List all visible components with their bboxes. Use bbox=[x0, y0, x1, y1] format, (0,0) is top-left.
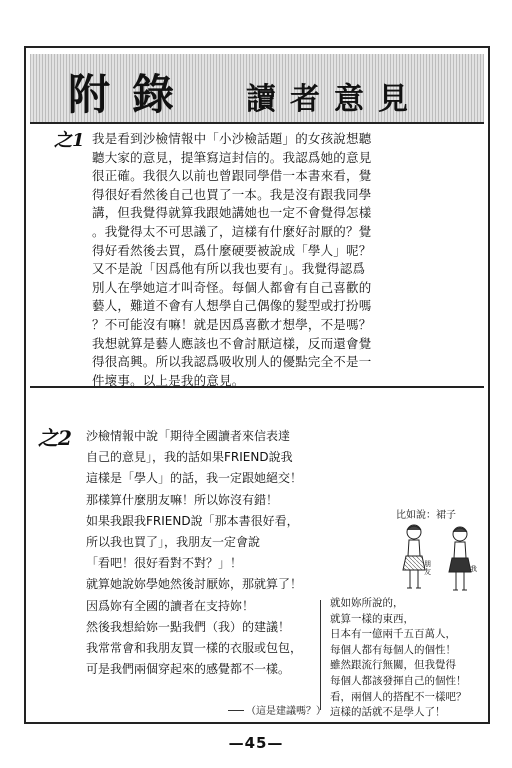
me-figure bbox=[449, 527, 471, 590]
letter-line: 別人在學她這才叫奇怪。每個人都會有自己喜歡的 bbox=[92, 279, 372, 295]
letter-line: 講，但我覺得就算我跟她講她也一定不會覺得怎樣 bbox=[92, 205, 372, 221]
example-caption: 比如說：裙子 bbox=[396, 510, 456, 521]
aside-line: 這樣的話就不是學人了！ bbox=[330, 706, 446, 719]
letter-line: 我是看到沙檢情報中「小沙檢話題」的女孩說想聽 bbox=[92, 131, 372, 146]
friend-figure bbox=[403, 525, 425, 588]
letter-1-body bbox=[92, 130, 464, 390]
friend-label: 朋友 bbox=[424, 560, 431, 576]
aside-line: 雖然跟流行無關，但我覺得 bbox=[330, 659, 456, 672]
letter-line: 這樣是「學人」的話，我一定跟她絕交！ bbox=[86, 471, 303, 486]
letter-line: 藝人，難道不會有人想學自己偶像的髮型或打扮嗎 bbox=[92, 298, 372, 314]
letter-line: ？不可能沒有嘛！就是因爲喜歡才想學，不是嗎？ bbox=[92, 316, 372, 332]
section-divider bbox=[30, 386, 484, 388]
appendix-title: 附錄 bbox=[68, 70, 197, 119]
letter-line: 如果我跟我FRIEND說「那本書很好看， bbox=[86, 513, 299, 528]
letter-line: 得很好看然後自己也買了一本。我是沒有跟我同學 bbox=[92, 186, 372, 202]
letter-2-body bbox=[86, 426, 302, 680]
aside-line: 日本有一億兩千五百萬人， bbox=[330, 628, 456, 641]
letter-line: 又不是說「因爲他有所以我也要有」。我覺得認爲 bbox=[92, 261, 366, 277]
aside-line: 看，兩個人的搭配不一樣吧？ bbox=[330, 690, 467, 703]
letter-line: 得好看然後去買，爲什麼硬要被說成「學人」呢？ bbox=[92, 242, 372, 258]
section1-label: 之1 bbox=[54, 130, 85, 151]
letter-line: 。我覺得太不可思議了，這樣有什麼好討厭的？覺 bbox=[92, 223, 372, 239]
letter-line: 自己的意見」，我的話如果FRIEND說我 bbox=[86, 450, 293, 465]
letter-line: 沙檢情報中說「期待全國讀者來信表達 bbox=[86, 429, 291, 443]
letter-line: 很正確。我很久以前也曾跟同學借一本書來看，覺 bbox=[92, 168, 372, 184]
letter-line: 就算她說妳學她然後討厭妳，那就算了！ bbox=[86, 577, 303, 592]
two-girls-illustration bbox=[392, 520, 482, 598]
letter-line: 我常常會和我朋友買一樣的衣服或包包， bbox=[86, 641, 303, 656]
aside-note bbox=[330, 596, 467, 721]
letter-line: 可是我們兩個穿起來的感覺都不一樣。 bbox=[86, 662, 291, 677]
aside-line: 就如妳所說的， bbox=[330, 597, 404, 609]
letter-line: 我想就算是藝人應該也不會討厭這樣，反而還會覺 bbox=[92, 335, 372, 351]
letter-line: 件壞事。以上是我的意見。 bbox=[92, 372, 245, 388]
letter-line: 所以我也買了」，我朋友一定會說 bbox=[86, 535, 261, 550]
reader-opinion-title: 讀者意見 bbox=[246, 82, 422, 117]
letter-line: 因爲妳有全國的讀者在支持妳！ bbox=[86, 598, 255, 613]
aside-line: 每個人都有每個人的個性！ bbox=[330, 643, 456, 656]
letter-line: 聽大家的意見，提筆寫這封信的。我認爲她的意見 bbox=[92, 149, 372, 165]
bottom-note: （這是建議嗎？） bbox=[246, 706, 326, 717]
me-label: 我 bbox=[470, 565, 477, 573]
letter-line: 那樣算什麼朋友嘛！所以妳沒有錯！ bbox=[86, 492, 279, 507]
page-number: —45— bbox=[228, 734, 284, 752]
letter-line: 然後我想給妳一點我們（我）的建議！ bbox=[86, 619, 291, 634]
aside-line: 就算一樣的東西， bbox=[330, 612, 414, 625]
letter-line: 得很高興。所以我認爲吸收別人的優點完全不是一 bbox=[92, 354, 372, 370]
aside-line: 每個人都該發揮自己的個性！ bbox=[330, 674, 467, 687]
arrow-line bbox=[228, 710, 244, 711]
section2-label: 之2 bbox=[38, 426, 72, 450]
aside-bracket bbox=[320, 600, 329, 710]
letter-line: 「看吧！很好看對不對？」！ bbox=[86, 556, 243, 571]
